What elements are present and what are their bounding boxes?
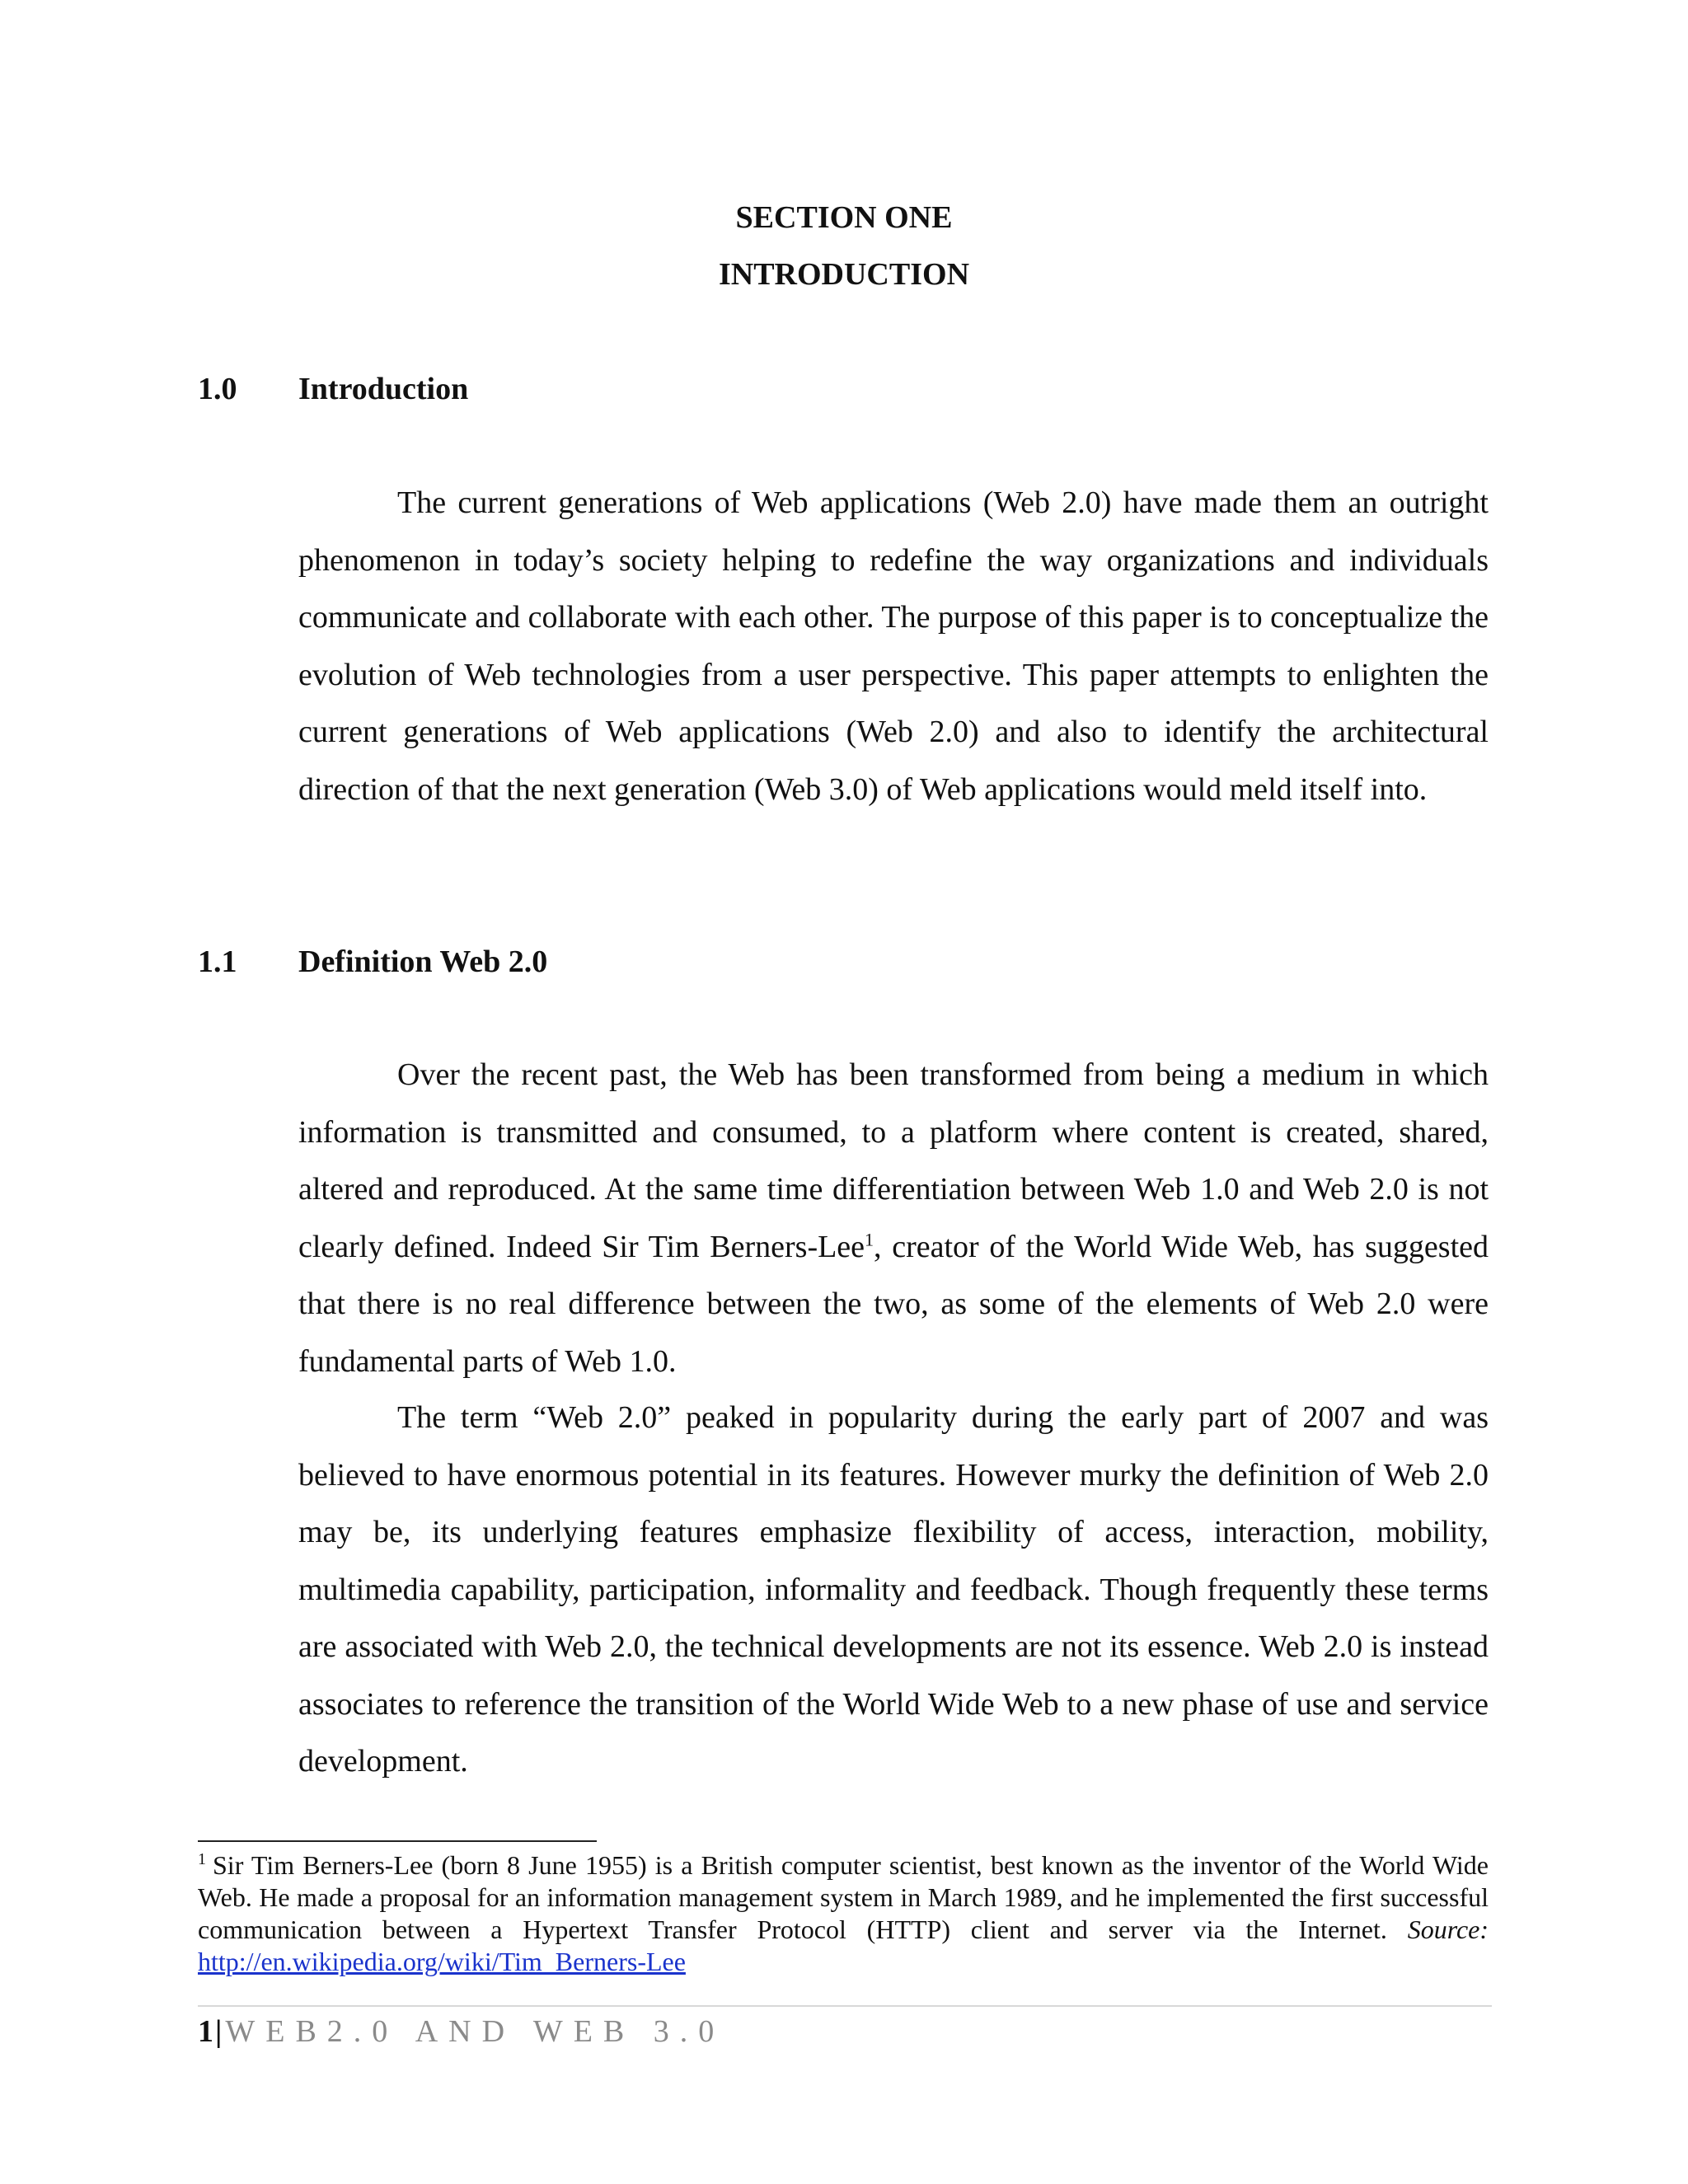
definition-paragraph-1-text-a: Over the recent past, the Web has been transformed from being a medium in which information is transmitted and consumed, to a platform where content is created, shared, altered and reproduced. At the same time differentiation between Web 1.0 and Web 2.0 is not clearly defined. Indeed Sir Tim Berners-Lee (298, 1057, 1489, 1264)
section-heading-1-0 (198, 373, 468, 405)
page-number: 1 (198, 2014, 213, 2049)
definition-paragraph-1 (298, 1047, 1489, 1390)
footer-separator: | (215, 2014, 223, 2049)
definition-paragraph-1-text-b: , creator of the World Wide Web, has suggested that there is no real difference between the two, as some of the elements of Web 2.0 were fundamental parts of Web 1.0. (298, 1229, 1489, 1379)
running-title: WEB2.0 AND WEB 3.0 (225, 2014, 725, 2049)
section-number: 1.1 (198, 944, 237, 979)
definition-paragraph-2-text: The term “Web 2.0” peaked in popularity during the early part of 2007 and was believed to have enormous potential in its features. However murky the definition of Web 2.0 may be, its underlying features emphasize flexibility of access, interaction, mobility, multimedia capability, participation, informality and feedback. Though frequently these terms are associated with Web 2.0, the technical developments are not its essence. Web 2.0 is instead associates to reference the transition of the World Wide Web to a new phase of use and service development. (298, 1400, 1489, 1779)
intro-paragraph-text: The current generations of Web applications (Web 2.0) have made them an outright phenomenon in today’s society helping to redefine the way organizations and individuals communicate and collaborate with each other. The purpose of this paper is to conceptualize the evolution of Web technologies from a user perspective. This paper attempts to enlighten the current generations of Web applications (Web 2.0) and also to identify the architectural direction of that the next generation (Web 3.0) of Web applications would meld itself into. (298, 485, 1489, 807)
chapter-title: INTRODUCTION (718, 257, 970, 292)
footnote (198, 1849, 1489, 1978)
footnote-text: Sir Tim Berners-Lee (born 8 June 1955) is a British computer scientist, best known as the inventor of the World Wide Web. He made a proposal for an information management system in March 1989, and he implemented the first successful communication between a Hypertext Transfer Protocol (HTTP) client and server via the Internet. (198, 1850, 1489, 1944)
footer-divider (198, 2005, 1492, 2007)
footnote-reference[interactable]: 1 (865, 1228, 874, 1249)
footnote-source-label: Source: (1407, 1915, 1489, 1944)
intro-paragraph (298, 475, 1489, 818)
section-label: SECTION ONE (735, 200, 953, 235)
section-title: Introduction (298, 372, 469, 406)
footnote-mark: 1 (198, 1850, 206, 1869)
footnote-divider (198, 1840, 597, 1842)
page-footer (198, 2011, 724, 2052)
section-heading-1-1 (198, 946, 547, 977)
definition-paragraph-2 (298, 1390, 1489, 1791)
section-number: 1.0 (198, 372, 237, 406)
footnote-source-link[interactable]: http://en.wikipedia.org/wiki/Tim_Berners-Lee (198, 1947, 686, 1976)
section-title: Definition Web 2.0 (298, 944, 548, 979)
